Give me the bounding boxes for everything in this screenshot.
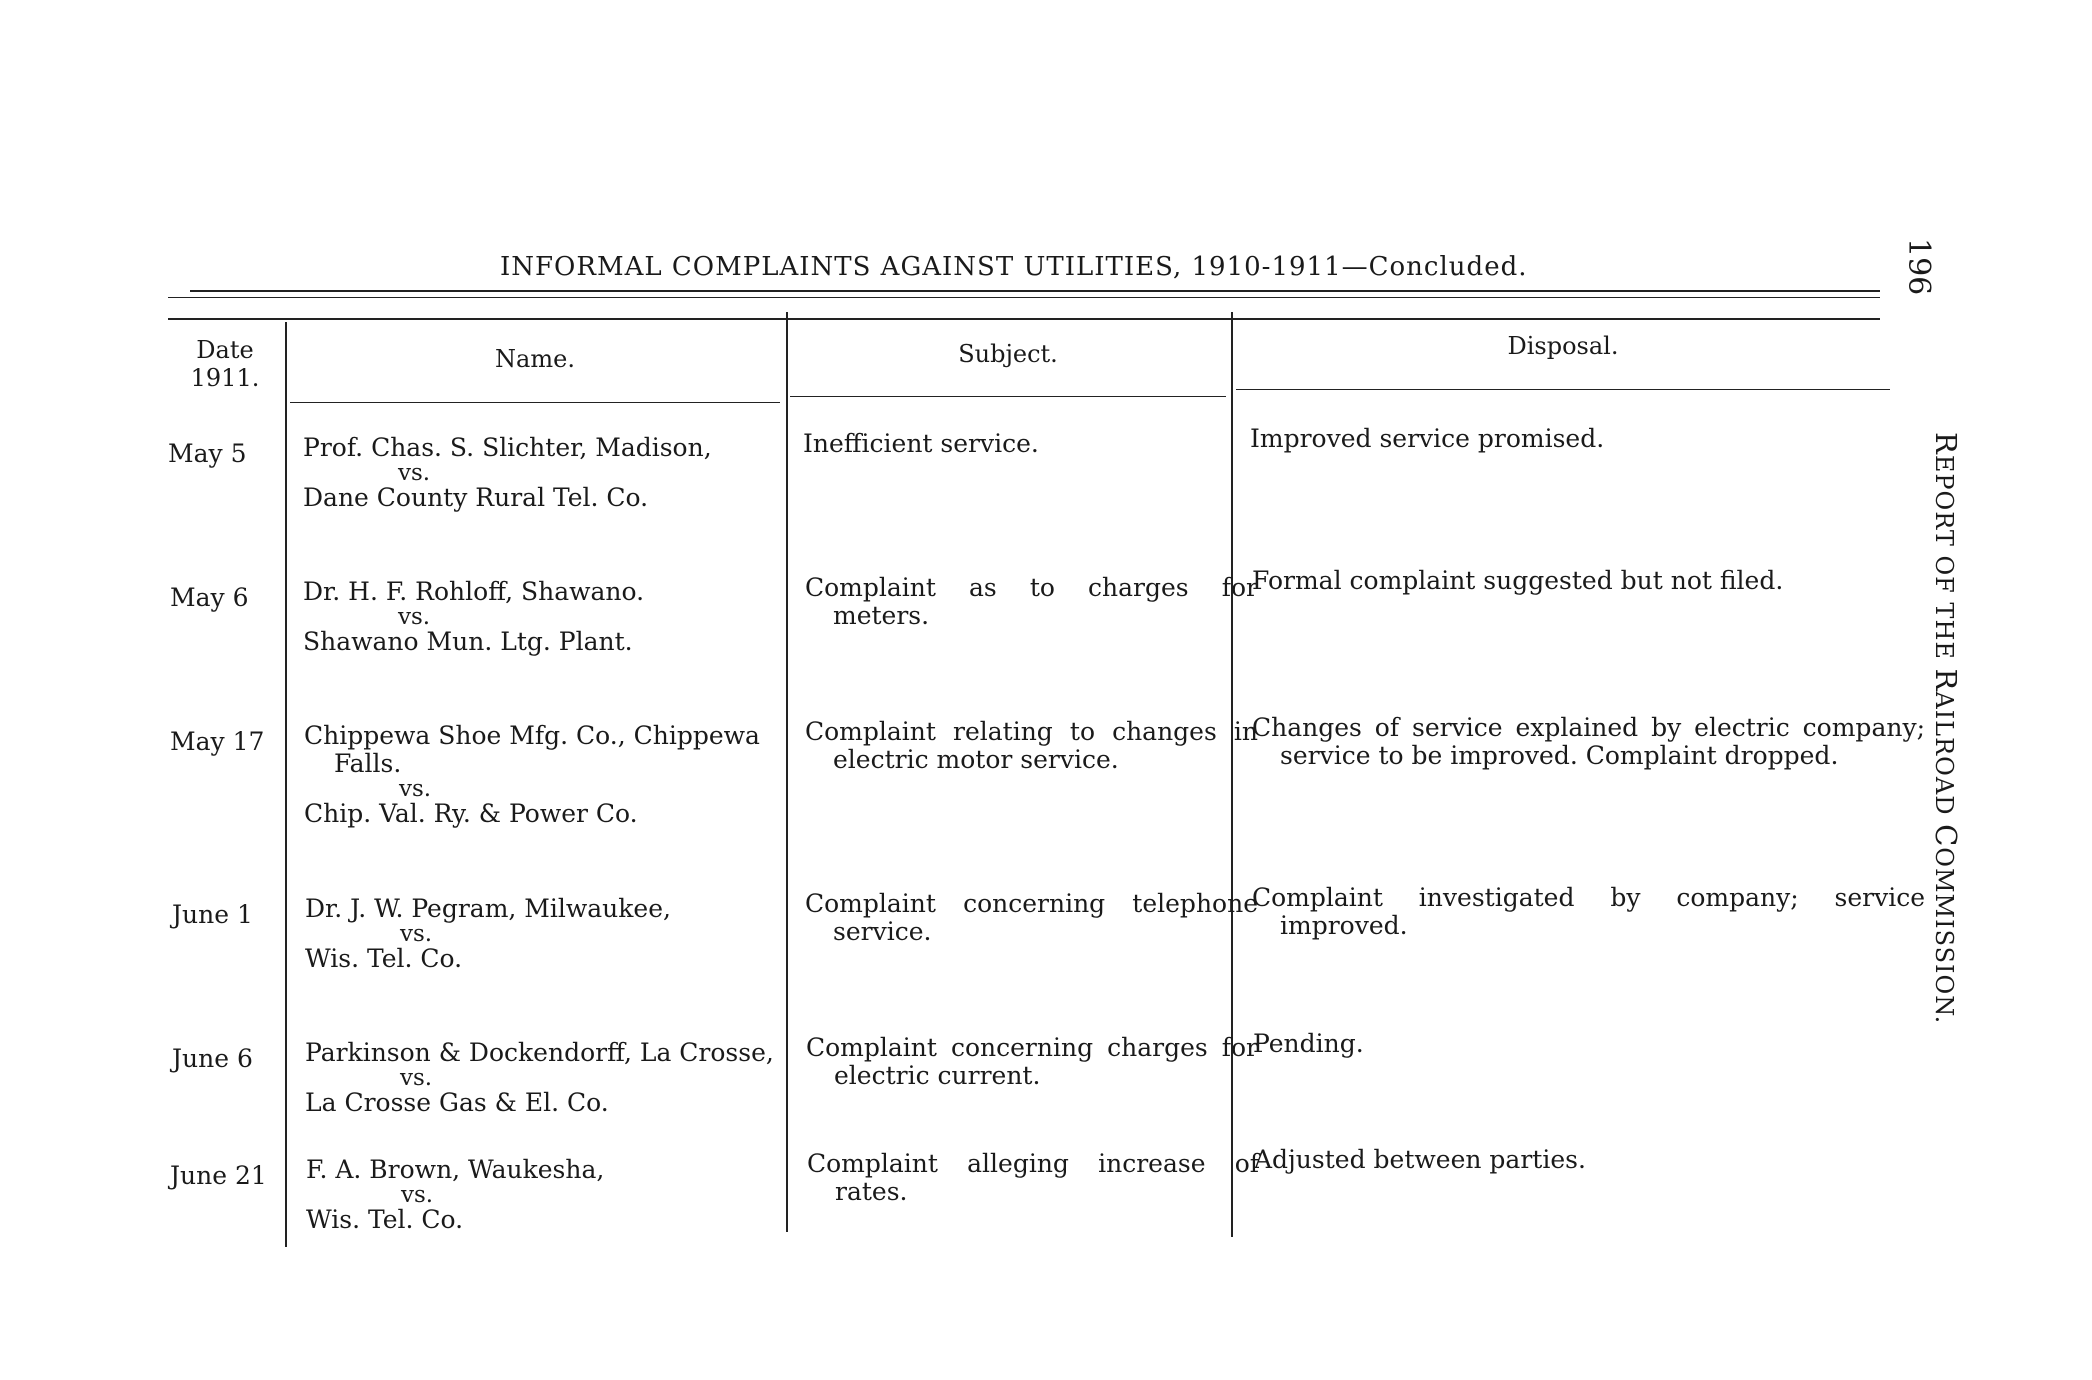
- header-bottom-rule-disposal: [1236, 389, 1890, 390]
- row-2-complainant: Dr. H. F. Rohloff, Shawano.: [303, 577, 645, 606]
- row-3-date: May 17: [170, 727, 265, 756]
- row-5-complainant: Parkinson & Dockendorff, La Crosse,: [305, 1038, 774, 1067]
- row-4-disposal: Complaint investigated by company; service improved.: [1252, 883, 1925, 940]
- row-2-subject: Complaint as to charges for meters.: [805, 573, 1258, 630]
- running-header-ommission: OMMISSION.: [1930, 847, 1958, 1025]
- row-6-complainant: F. A. Brown, Waukesha,: [306, 1155, 605, 1184]
- row-1-name: [303, 434, 785, 512]
- row-6-date: June 21: [170, 1161, 267, 1190]
- row-5-subject: Complaint concerning charges for electric current.: [806, 1033, 1258, 1090]
- running-header-eport: EPORT OF THE: [1930, 454, 1958, 669]
- row-4-date: June 1: [172, 900, 253, 929]
- row-3-subject: Complaint relating to changes in electric motor service.: [805, 717, 1258, 774]
- header-name: Name.: [495, 345, 575, 373]
- row-2-vs: vs.: [398, 604, 431, 630]
- running-header: [1929, 432, 1963, 1024]
- row-4-complainant: Dr. J. W. Pegram, Milwaukee,: [305, 894, 671, 923]
- header-disposal: Disposal.: [1507, 332, 1619, 360]
- row-4-name: [305, 895, 787, 973]
- row-1-respondent: Dane County Rural Tel. Co.: [303, 483, 649, 512]
- row-5-date: June 6: [172, 1044, 253, 1073]
- row-1-vs: vs.: [398, 460, 431, 486]
- row-6-respondent: Wis. Tel. Co.: [306, 1205, 464, 1234]
- row-5-vs: vs.: [400, 1065, 433, 1091]
- header-date-line1: Date: [196, 336, 254, 364]
- top-rule-second: [168, 297, 1880, 298]
- running-header-r: R: [1929, 432, 1963, 455]
- header-bottom-rule-subject: [790, 396, 1226, 397]
- row-1-complainant: Prof. Chas. S. Slichter, Madison,: [303, 433, 712, 462]
- row-4-vs: vs.: [400, 921, 433, 947]
- column-divider-subject: [1231, 312, 1233, 1237]
- header-date-line2: 1911.: [190, 364, 260, 392]
- row-1-subject: Inefficient service.: [803, 429, 1039, 458]
- row-5-name: [305, 1039, 787, 1117]
- row-6-disposal: Adjusted between parties.: [1254, 1145, 1586, 1174]
- header-date: [165, 336, 285, 392]
- row-3-respondent: Chip. Val. Ry. & Power Co.: [304, 799, 638, 828]
- row-5-disposal: Pending.: [1253, 1029, 1364, 1058]
- row-4-respondent: Wis. Tel. Co.: [305, 944, 463, 973]
- row-1-disposal: Improved service promised.: [1250, 424, 1605, 453]
- column-divider-date: [285, 322, 287, 1247]
- row-4-subject: Complaint concerning telephone service.: [805, 889, 1258, 946]
- row-3-complainant-cont: Falls.: [334, 749, 402, 778]
- header-subject: Subject.: [958, 340, 1058, 368]
- row-3-complainant: Chippewa Shoe Mfg. Co., Chippewa: [304, 721, 760, 750]
- row-6-subject: Complaint alleging increase of rates.: [807, 1149, 1259, 1206]
- row-2-date: May 6: [170, 583, 249, 612]
- header-top-rule: [168, 318, 1880, 320]
- running-header-c: C: [1929, 824, 1963, 848]
- row-2-disposal: Formal complaint suggested but not filed.: [1252, 566, 1784, 595]
- top-rule: [190, 290, 1880, 292]
- header-bottom-rule-name: [290, 402, 780, 403]
- row-3-name: [304, 722, 786, 828]
- page-title: INFORMAL COMPLAINTS AGAINST UTILITIES, 1910-1911—Concluded.: [500, 252, 1528, 282]
- row-6-vs: vs.: [401, 1182, 434, 1208]
- running-header-r2: R: [1929, 668, 1963, 692]
- running-header-ailroad: AILROAD: [1930, 691, 1958, 825]
- page-number: 196: [1901, 238, 1936, 296]
- row-3-vs: vs.: [399, 776, 432, 802]
- row-1-date: May 5: [168, 439, 247, 468]
- row-2-respondent: Shawano Mun. Ltg. Plant.: [303, 627, 633, 656]
- row-5-respondent: La Crosse Gas & El. Co.: [305, 1088, 609, 1117]
- row-6-name: [306, 1156, 788, 1234]
- row-2-name: [303, 578, 785, 656]
- row-3-disposal: Changes of service explained by electric company; service to be improved. Complaint dropped.: [1252, 713, 1925, 770]
